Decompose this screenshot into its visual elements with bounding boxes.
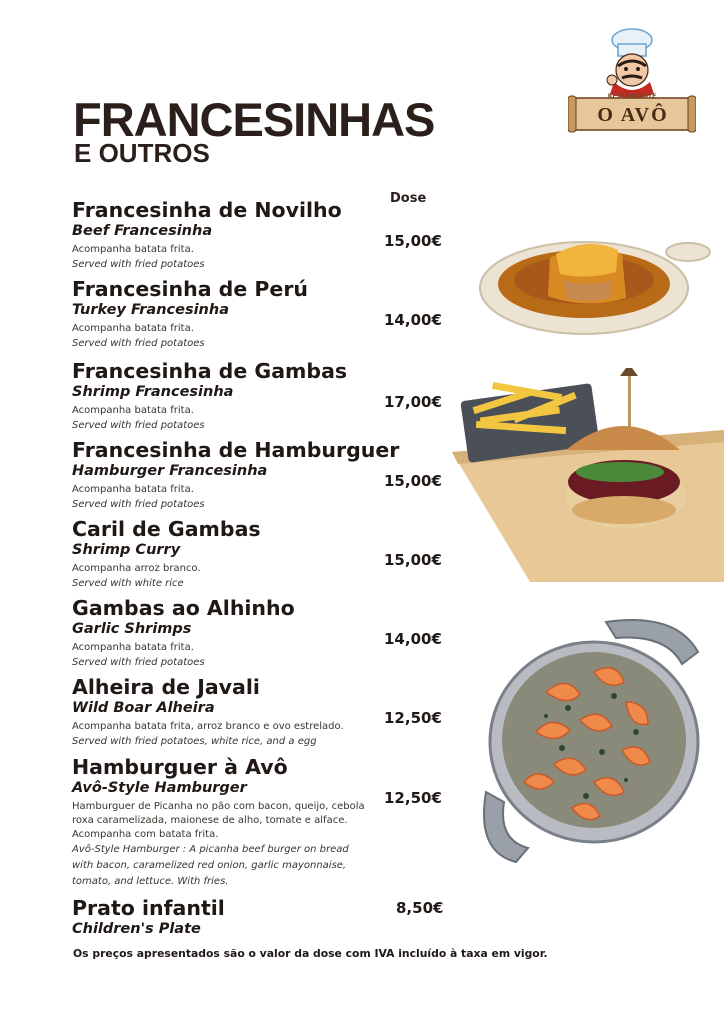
item-english-name: Shrimp Curry	[72, 542, 181, 558]
item-price: 17,00€	[384, 393, 442, 411]
logo-name: O AVÔ	[597, 104, 669, 126]
item-english-name: Children's Plate	[72, 921, 201, 937]
item-description-pt: Acompanha arroz branco.	[72, 563, 201, 574]
item-english-name: Hamburger Francesinha	[72, 463, 268, 479]
item-description-pt: Acompanha batata frita.	[72, 642, 194, 653]
logo-small-text: RESTAURANTE	[607, 93, 657, 100]
item-price: 14,00€	[384, 630, 442, 648]
item-description-en: Served with fried potatoes	[72, 499, 205, 510]
item-english-name: Turkey Francesinha	[72, 302, 229, 318]
item-description-en: Served with fried potatoes	[72, 657, 205, 668]
item-english-name: Shrimp Francesinha	[72, 384, 234, 400]
item-price: 12,50€	[384, 709, 442, 727]
price-note: Os preços apresentados são o valor da dose com IVA incluído à taxa em vigor.	[73, 947, 548, 960]
dose-column-label: Dose	[390, 191, 427, 206]
item-description-en: Served with white rice	[72, 578, 184, 589]
item-description-pt: Acompanha batata frita, arroz branco e ovo estrelado.	[72, 721, 344, 732]
item-description-en: Served with fried potatoes	[72, 338, 205, 349]
item-price: 15,00€	[384, 232, 442, 250]
item-english-name: Wild Boar Alheira	[72, 700, 215, 716]
item-description-en: Avô-Style Hamburger : A picanha beef burger on bread with bacon, caramelized red onion, garlic mayonnaise, tomato, and lettuce. With fries.	[72, 844, 349, 887]
item-name: Prato infantil	[72, 896, 225, 920]
item-description-pt: Acompanha batata frita.	[72, 405, 194, 416]
item-price: 14,00€	[384, 311, 442, 329]
item-description-pt: Acompanha batata frita.	[72, 323, 194, 334]
item-name: Francesinha de Novilho	[72, 198, 342, 222]
item-name: Hamburguer à Avô	[72, 755, 288, 779]
item-name: Francesinha de Gambas	[72, 359, 348, 383]
item-english-name: Garlic Shrimps	[72, 621, 192, 637]
menu-item	[72, 675, 372, 750]
item-price: 15,00€	[384, 551, 442, 569]
item-description-en: Served with fried potatoes	[72, 420, 205, 431]
garlic-shrimp-pan-photo	[476, 612, 712, 868]
francesinha-dish-photo	[476, 232, 712, 338]
item-name: Francesinha de Perú	[72, 277, 309, 301]
item-name: Francesinha de Hamburguer	[72, 438, 400, 462]
item-description-en: Served with fried potatoes	[72, 259, 205, 270]
item-description-pt: Hamburguer de Picanha no pão com bacon, queijo, cebola roxa caramelizada, maionese de alho, tomate e alface. Acompanha com batata frita.	[72, 801, 365, 840]
page-subtitle: E OUTROS	[74, 138, 210, 168]
item-description-pt: Acompanha batata frita.	[72, 484, 194, 495]
burger-and-fries-photo	[452, 368, 724, 582]
item-price: 15,00€	[384, 472, 442, 490]
item-description-en: Served with fried potatoes, white rice, and a egg	[72, 736, 317, 747]
restaurant-logo	[568, 26, 696, 138]
item-english-name: Beef Francesinha	[72, 223, 213, 239]
item-name: Alheira de Javali	[72, 675, 260, 699]
item-price: 12,50€	[384, 789, 442, 807]
item-price: 8,50€	[396, 899, 444, 917]
item-english-name: Avô-Style Hamburger	[72, 780, 247, 796]
item-name: Caril de Gambas	[72, 517, 261, 541]
item-name: Gambas ao Alhinho	[72, 596, 295, 620]
menu-item	[72, 896, 452, 938]
menu-item	[72, 755, 372, 890]
page-title: FRANCESINHAS	[73, 93, 435, 146]
item-description-pt: Acompanha batata frita.	[72, 244, 194, 255]
